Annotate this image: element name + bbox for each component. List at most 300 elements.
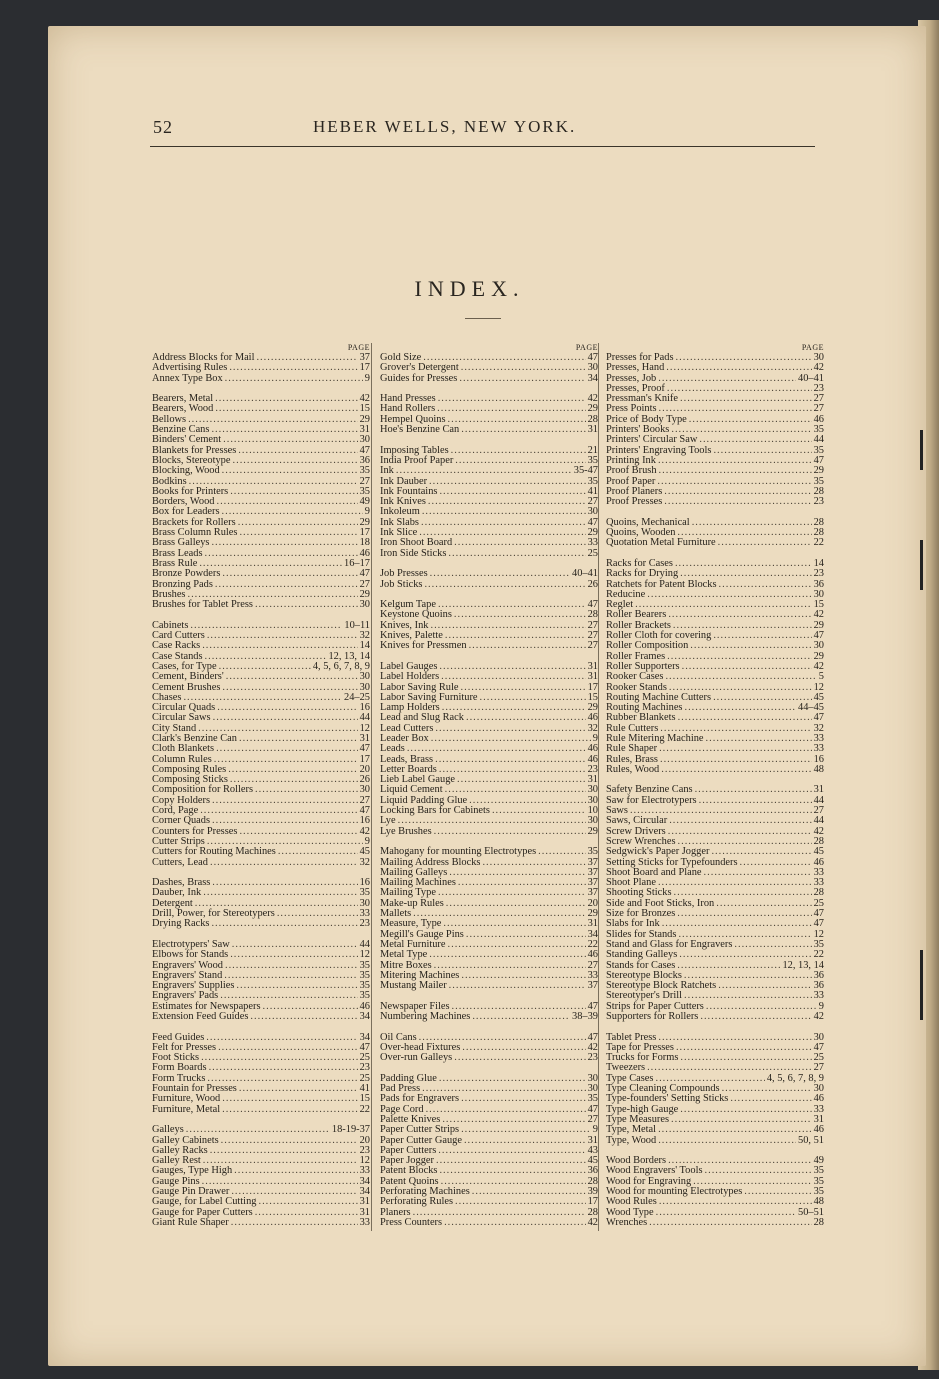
entry-page: 35	[813, 1165, 824, 1177]
entry-term: Saw for Electrotypers	[606, 794, 697, 806]
leader-dots	[263, 1002, 358, 1012]
entry-term: Dauber, Ink	[152, 887, 202, 899]
entry-term: Annex Type Box	[152, 372, 223, 384]
entry-page: 22	[813, 537, 824, 549]
entry-term: Detergent	[152, 897, 193, 909]
index-entry	[380, 734, 598, 744]
entry-page: 42	[813, 1011, 824, 1022]
leader-dots	[449, 868, 585, 878]
leader-dots	[713, 693, 812, 703]
entry-term: Cement Brushes	[152, 681, 221, 693]
entry-page: 27	[587, 959, 598, 971]
entry-term: Ink Slabs	[380, 516, 419, 528]
entry-page: 35	[813, 938, 824, 950]
leader-dots	[680, 1105, 811, 1115]
running-title: HEBER WELLS, NEW YORK.	[313, 117, 577, 136]
entry-page: 32	[813, 722, 824, 734]
entry-page: 30	[359, 434, 370, 446]
entry-term: Stereotyper's Drill	[606, 990, 683, 1002]
entry-term: Paper Cutter Strips	[380, 1124, 460, 1136]
column-divider	[371, 343, 372, 1231]
leader-dots	[647, 590, 811, 600]
leader-dots	[211, 919, 357, 929]
entry-page: 32	[359, 630, 370, 642]
entry-page: 14	[813, 557, 824, 569]
entry-term: Column Rules	[152, 753, 212, 765]
leader-dots	[719, 580, 812, 590]
entry-term: Roller Bearers	[606, 609, 667, 621]
page-edge-mark	[920, 430, 923, 470]
entry-term: Screw Wrenches	[606, 835, 676, 847]
entry-page: 10	[587, 805, 598, 817]
entry-term: Composing Sticks	[152, 774, 228, 786]
leader-dots	[658, 456, 812, 466]
leader-dots	[426, 1105, 586, 1115]
leader-dots	[668, 827, 812, 837]
entry-term: Roller Brackets	[606, 619, 671, 631]
entry-term: Measure, Type	[380, 918, 442, 930]
entry-page: 49	[813, 1155, 824, 1167]
entry-term: Ink Dauber	[380, 475, 428, 487]
entry-term: Mailing Galleys	[380, 866, 448, 878]
entry-term: Type Cases	[606, 1072, 654, 1084]
entry-page: 5	[818, 671, 824, 683]
index-entry	[152, 1218, 370, 1228]
entry-page: 35	[359, 485, 370, 497]
leader-dots	[255, 785, 358, 795]
entry-term: Rooker Cases	[606, 671, 664, 683]
index-entry	[606, 497, 824, 507]
leader-dots	[222, 507, 363, 517]
entry-page: 31	[587, 918, 598, 930]
page-column-label: PAGE	[347, 343, 370, 352]
leader-dots	[457, 775, 586, 785]
leader-dots	[675, 559, 812, 569]
entry-term: India Proof Paper	[380, 454, 454, 466]
index-entry	[152, 1012, 370, 1022]
entry-page: 30	[587, 362, 598, 374]
leader-dots	[438, 394, 586, 404]
index-entry	[152, 858, 370, 868]
entry-page: 29	[587, 403, 598, 415]
leader-dots	[669, 816, 811, 826]
entry-page: 23	[813, 382, 824, 394]
entry-page: 16	[359, 702, 370, 714]
page-column-label: PAGE	[801, 343, 824, 352]
entry-page: 37	[587, 887, 598, 899]
entry-term: Galley Rest	[152, 1155, 201, 1167]
leader-dots	[256, 353, 357, 363]
entry-term: Megill's Gauge Pins	[380, 928, 464, 940]
index-entry	[380, 569, 598, 579]
entry-term: Blocking, Wood	[152, 465, 220, 477]
entry-page: 29	[359, 516, 370, 528]
entry-page: 47	[359, 805, 370, 817]
leader-dots	[228, 765, 357, 775]
leader-dots	[649, 1218, 811, 1228]
entry-page: 25	[359, 1072, 370, 1084]
entry-term: Wood for Engraving	[606, 1175, 692, 1187]
leader-dots	[218, 1043, 358, 1053]
entry-term: Proof Paper	[606, 475, 656, 487]
entry-page: 44	[359, 938, 370, 950]
entry-term: Presses, Proof	[606, 382, 665, 394]
entry-term: Foot Sticks	[152, 1052, 200, 1064]
leader-dots	[215, 394, 357, 404]
leader-dots	[684, 703, 796, 713]
entry-page: 46	[587, 743, 598, 755]
leader-dots	[677, 961, 780, 971]
entry-term: Rule Shaper	[606, 743, 658, 755]
entry-page: 37	[587, 877, 598, 889]
entry-page: 27	[813, 805, 824, 817]
entry-page: 23	[587, 763, 598, 775]
leader-dots	[461, 363, 586, 373]
entry-term: Stands for Cases	[606, 959, 676, 971]
entry-term: Roller Cloth for covering	[606, 630, 712, 642]
entry-term: Stand and Glass for Engravers	[606, 938, 733, 950]
entry-page: 12, 13, 14	[328, 650, 370, 662]
entry-page: 22	[359, 1103, 370, 1115]
leader-dots	[659, 1197, 812, 1207]
entry-term: Slides for Stands	[606, 928, 677, 940]
entry-page: 29	[813, 650, 824, 662]
entry-term: Wood Engravers' Tools	[606, 1165, 703, 1177]
entry-term: Extension Feed Guides	[152, 1011, 249, 1022]
index-column-1	[152, 343, 370, 1228]
entry-term: Ink Fountains	[380, 485, 438, 497]
entry-term: Circular Quads	[152, 702, 216, 714]
leader-dots	[223, 435, 357, 445]
entry-page: 16–17	[344, 557, 370, 569]
entry-page: 46	[359, 1000, 370, 1012]
leader-dots	[472, 1187, 586, 1197]
entry-term: Hand Rollers	[380, 403, 436, 415]
entry-page: 35	[359, 959, 370, 971]
entry-page: 35	[587, 846, 598, 858]
entry-term: Ink Slice	[380, 527, 418, 539]
index-entry	[152, 374, 370, 384]
entry-page: 42	[813, 609, 824, 621]
entry-term: Lieb Label Gauge	[380, 774, 456, 786]
entry-term: Perforating Machines	[380, 1186, 470, 1198]
leader-dots	[421, 518, 586, 528]
entry-page: 42	[359, 825, 370, 837]
entry-term: Knives, Palette	[380, 630, 443, 642]
entry-page: 47	[813, 712, 824, 724]
index-entry	[152, 919, 370, 929]
leader-dots	[454, 1053, 585, 1063]
entry-term: Galleys	[152, 1124, 184, 1136]
page-edge-mark	[920, 540, 923, 590]
entry-term: Books for Printers	[152, 485, 229, 497]
leader-dots	[431, 734, 591, 744]
entry-term: Routing Machine Cutters	[606, 691, 712, 703]
entry-page: 30	[359, 599, 370, 611]
entry-term: Galley Racks	[152, 1144, 208, 1156]
entry-page: 36	[359, 454, 370, 466]
leader-dots	[203, 888, 357, 898]
entry-term: Kelgum Tape	[380, 599, 436, 611]
entry-term: Label Gauges	[380, 660, 438, 672]
leader-dots	[438, 600, 586, 610]
leader-dots	[666, 363, 811, 373]
entry-term: Bronzing Pads	[152, 578, 213, 590]
entry-page: 31	[359, 732, 370, 744]
entry-page: 35	[813, 1186, 824, 1198]
entry-term: Side and Foot Sticks, Iron	[606, 897, 715, 909]
entry-term: Wood Borders	[606, 1155, 667, 1167]
entry-page: 46	[359, 547, 370, 559]
entry-term: Saws, Circular	[606, 815, 668, 827]
entry-term: Type Measures	[606, 1113, 670, 1125]
index-entry	[380, 672, 598, 682]
entry-page: 18	[359, 537, 370, 549]
leader-dots	[239, 734, 358, 744]
entry-page: 30	[813, 1083, 824, 1095]
entry-term: Letter Boards	[380, 763, 437, 775]
entry-term: Wood Type	[606, 1206, 654, 1218]
entry-page: 23	[359, 918, 370, 930]
entry-term: Type-founders' Setting Sticks	[606, 1093, 729, 1105]
leader-dots	[206, 1033, 357, 1043]
leader-dots	[205, 549, 358, 559]
entry-page: 41	[587, 485, 598, 497]
leader-dots	[258, 1197, 357, 1207]
entry-term: Type, Metal	[606, 1124, 657, 1136]
entry-page: 16	[359, 815, 370, 827]
entry-term: Racks for Drying	[606, 568, 679, 580]
entry-term: Counters for Presses	[152, 825, 238, 837]
entry-page: 34	[359, 1011, 370, 1022]
entry-term: Feed Guides	[152, 1031, 205, 1043]
entry-page: 17	[359, 527, 370, 539]
entry-term: Labor Saving Rule	[380, 681, 459, 693]
index-column-3	[606, 343, 824, 1228]
entry-term: Lead Cutters	[380, 722, 434, 734]
leader-dots	[740, 858, 812, 868]
entry-term: Engravers' Wood	[152, 959, 223, 971]
entry-page: 17	[359, 362, 370, 374]
entry-term: Presses for Pads	[606, 352, 674, 363]
entry-page: 33	[813, 990, 824, 1002]
entry-term: Iron Side Sticks	[380, 547, 447, 559]
leader-dots	[215, 404, 357, 414]
entry-term: Cement, Binders'	[152, 671, 224, 683]
entry-term: Roller Frames	[606, 650, 666, 662]
entry-term: Cutters, Lead	[152, 856, 208, 868]
entry-term: Newspaper Files	[380, 1000, 450, 1012]
entry-page: 4, 5, 6, 7, 8, 9	[312, 660, 370, 672]
entry-page: 14	[359, 640, 370, 652]
leader-dots	[665, 672, 816, 682]
entry-page: 25	[587, 547, 598, 559]
entry-term: Quotation Metal Furniture	[606, 537, 716, 549]
leader-dots	[439, 662, 585, 672]
leader-dots	[448, 940, 586, 950]
leader-dots	[480, 693, 586, 703]
index-entry	[380, 899, 598, 909]
leader-dots	[713, 631, 811, 641]
entry-term: Inkoleum	[380, 506, 420, 518]
entry-term: Metal Furniture	[380, 938, 446, 950]
leader-dots	[210, 858, 358, 868]
entry-term: Patent Quoins	[380, 1175, 439, 1187]
leader-dots	[658, 1136, 796, 1146]
leader-dots	[230, 950, 357, 960]
entry-page: 44	[813, 434, 824, 446]
entry-term: Cutter Strips	[152, 835, 205, 847]
entry-term: Paper Jogger	[380, 1155, 434, 1167]
entry-term: Cases, for Type	[152, 660, 217, 672]
leader-dots	[429, 950, 585, 960]
entry-term: Address Blocks for Mail	[152, 352, 255, 363]
entry-term: Pad Press	[380, 1083, 421, 1095]
leader-dots	[232, 940, 358, 950]
leader-dots	[454, 610, 586, 620]
leader-dots	[222, 569, 357, 579]
entry-page: 47	[587, 516, 598, 528]
entry-page: 12	[813, 681, 824, 693]
entry-page: 30	[813, 640, 824, 652]
entry-term: Composing Rules	[152, 763, 227, 775]
entry-term: Gauge, for Label Cutting	[152, 1196, 257, 1208]
entry-term: Rules, Brass	[606, 753, 658, 765]
entry-term: Mailing Address Blocks	[380, 856, 481, 868]
leader-dots	[455, 1197, 586, 1207]
entry-term: Benzine Cans	[152, 424, 210, 436]
leader-dots	[255, 1208, 358, 1218]
entry-page: 27	[587, 619, 598, 631]
entry-page: 29	[587, 527, 598, 539]
leader-dots	[225, 374, 363, 384]
entry-page: 28	[813, 835, 824, 847]
entry-term: Mailing Machines	[380, 877, 456, 889]
entry-term: Racks for Cases	[606, 557, 673, 569]
leader-dots	[424, 580, 585, 590]
leader-dots	[428, 497, 586, 507]
entry-term: Gold Size	[380, 352, 422, 363]
entry-term: Shooting Sticks	[606, 887, 672, 899]
entry-page: 25	[813, 1052, 824, 1064]
entry-term: Setting Sticks for Typefounders	[606, 856, 738, 868]
leader-dots	[455, 456, 585, 466]
header-rule	[150, 146, 815, 147]
index-entry	[380, 1053, 598, 1063]
entry-term: Cloth Blankets	[152, 743, 215, 755]
leader-dots	[699, 435, 811, 445]
entry-term: Liquid Padding Glue	[380, 794, 468, 806]
entry-term: Drill, Power, for Stereotypers	[152, 908, 275, 920]
entry-term: Standing Galleys	[606, 949, 678, 961]
entry-term: Tweezers	[606, 1062, 646, 1074]
entry-term: Mailing Type	[380, 887, 436, 899]
entry-page: 26	[587, 578, 598, 590]
entry-term: Patent Blocks	[380, 1165, 438, 1177]
entry-page: 31	[587, 671, 598, 683]
entry-term: Cabinets	[152, 619, 189, 631]
leader-dots	[211, 538, 357, 548]
entry-term: Bearers, Metal	[152, 393, 214, 405]
entry-page: 47	[359, 1041, 370, 1053]
entry-term: Hoe's Benzine Can	[380, 424, 460, 436]
entry-page: 31	[813, 784, 824, 796]
index-entry	[380, 641, 598, 651]
entry-page: 34	[359, 1031, 370, 1043]
leader-dots	[466, 713, 586, 723]
index-column-2	[380, 343, 598, 1228]
entry-page: 49	[359, 496, 370, 508]
index-entry	[152, 1105, 370, 1115]
entry-term: Lead and Slug Rack	[380, 712, 464, 724]
leader-dots	[680, 394, 812, 404]
leader-dots	[472, 1012, 570, 1022]
leader-dots	[442, 1115, 585, 1125]
leader-dots	[239, 1084, 358, 1094]
leader-dots	[205, 652, 327, 662]
leader-dots	[435, 724, 585, 734]
entry-term: Price of Body Type	[606, 413, 687, 425]
entry-page: 30	[813, 352, 824, 363]
entry-page: 46	[587, 949, 598, 961]
entry-term: Type, Wood	[606, 1134, 657, 1146]
entry-term: Wrenches	[606, 1216, 648, 1228]
entry-page: 29	[813, 465, 824, 477]
leader-dots	[217, 703, 357, 713]
entry-term: Drying Racks	[152, 918, 210, 930]
entry-page: 30	[359, 784, 370, 796]
entry-page: 47	[587, 599, 598, 611]
entry-page: 47	[587, 1000, 598, 1012]
index-entry	[606, 950, 824, 960]
entry-page: 48	[813, 763, 824, 775]
entry-page: 10–11	[344, 619, 370, 631]
entry-term: Page Cord	[380, 1103, 424, 1115]
leader-dots	[668, 610, 811, 620]
entry-page: 47	[587, 1103, 598, 1115]
entry-term: Printers' Circular Saw	[606, 434, 698, 446]
leader-dots	[538, 847, 585, 857]
entry-page: 44	[359, 712, 370, 724]
entry-term: Felt for Presses	[152, 1041, 217, 1053]
entry-term: Rooker Stands	[606, 681, 667, 693]
entry-term: Ink Knives	[380, 496, 426, 508]
entry-page: 9	[364, 835, 370, 847]
entry-page: 36	[813, 578, 824, 590]
entry-term: Slabs for Ink	[606, 918, 660, 930]
leader-dots	[215, 580, 358, 590]
entry-term: Strips for Paper Cutters	[606, 1000, 704, 1012]
entry-page: 35	[359, 887, 370, 899]
entry-term: Giant Rule Shaper	[152, 1216, 229, 1228]
leader-dots	[236, 981, 357, 991]
entry-term: Ink	[380, 465, 394, 477]
entry-term: Paper Cutter Gauge	[380, 1134, 462, 1146]
entry-term: Over-run Galleys	[380, 1052, 453, 1064]
entry-term: Gauges, Type High	[152, 1165, 233, 1177]
entry-term: Lye Brushes	[380, 825, 432, 837]
entry-page: 44–45	[798, 702, 824, 714]
leader-dots	[716, 899, 811, 909]
entry-term: Safety Benzine Cans	[606, 784, 693, 796]
entry-page: 42	[813, 825, 824, 837]
entry-term: Imposing Tables	[380, 444, 449, 456]
entry-page: 34	[359, 1175, 370, 1187]
entry-page: 23	[359, 1144, 370, 1156]
entry-term: Rule Cutters	[606, 722, 659, 734]
entry-page: 47	[813, 454, 824, 466]
entry-page: 28	[587, 413, 598, 425]
